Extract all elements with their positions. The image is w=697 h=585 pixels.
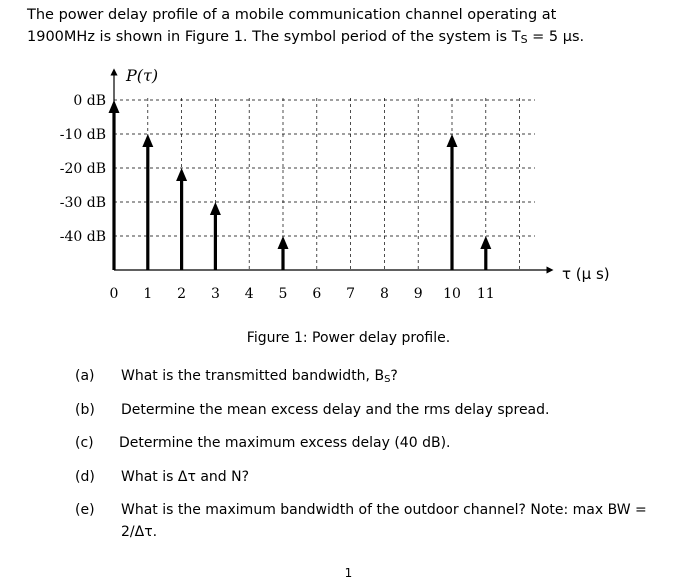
x-tick-label: 3 [210,286,220,302]
figure-caption: Figure 1: Power delay profile. [246,330,451,346]
x-tick-label: 2 [177,286,187,302]
impulse-arrowhead [447,134,458,147]
question-d-text: What is Δτ and N? [121,469,250,485]
x-tick-label: 7 [346,286,356,302]
page-number: 1 [344,566,353,580]
x-tick-labels [110,286,495,302]
x-tick-label: 11 [476,286,495,302]
x-tick-label: 8 [379,286,389,302]
y-tick-label: 0 dB [73,93,106,109]
x-tick-label: 1 [143,286,153,302]
intro-line-2-suffix: = 5 μs. [527,29,585,45]
x-tick-label: 9 [413,286,423,302]
impulse-bar [176,168,187,270]
question-e-text: What is the maximum bandwidth of the outdoor channel? Note: max BW = 2/Δτ. [121,502,647,540]
intro-line-1: The power delay profile of a mobile communication channel operating at [27,7,557,23]
x-tick-label: 10 [443,286,461,302]
question-label: (a) [75,368,95,384]
question-b-text: Determine the mean excess delay and the rms delay spread. [121,402,550,418]
y-tick-label: -40 dB [59,229,106,245]
question-label: (e) [75,502,95,518]
question-c-text: Determine the maximum excess delay (40 dB). [119,435,451,451]
y-axis-label: P(τ) [126,66,159,85]
x-tick-label: 4 [244,286,254,302]
impulse-bar [109,100,120,270]
impulse-arrowhead [480,236,491,249]
impulse-series [109,100,492,270]
y-tick-label: -20 dB [59,161,106,177]
x-tick-label: 0 [109,286,119,302]
y-tick-label: -10 dB [59,127,106,143]
impulse-arrowhead [142,134,153,147]
intro-line-2-text: 1900MHz is shown in Figure 1. The symbol period of the system is T [27,29,521,45]
impulse-bar [447,134,458,270]
question-text [121,365,651,389]
bandwidth-subscript: S [384,374,391,385]
y-tick-label: -30 dB [59,195,106,211]
impulse-arrowhead [278,236,289,249]
impulse-arrowhead [210,202,221,215]
y-tick-labels [60,93,106,245]
x-axis-label: τ (μ s) [562,265,610,283]
x-tick-label: 5 [278,286,288,302]
question-a-tail: ? [390,368,398,384]
impulse-arrowhead [176,168,187,181]
question-label: (d) [75,469,95,485]
x-tick-label: 6 [312,286,322,302]
question-label: (c) [75,435,94,451]
symbol-period-subscript: S [520,33,528,46]
impulse-bar [480,236,491,270]
grid-lines [114,98,535,270]
question-a-text: What is the transmitted bandwidth, B [121,368,385,384]
impulse-bar [278,236,289,270]
impulse-arrowhead [109,100,120,113]
question-label: (b) [75,402,95,418]
